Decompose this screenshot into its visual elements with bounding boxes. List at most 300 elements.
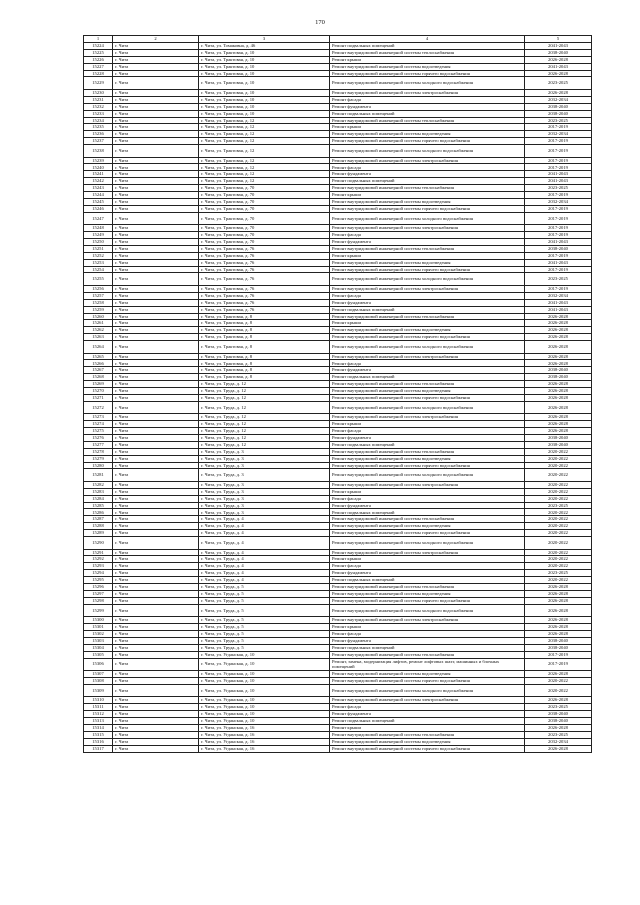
municipality-cell: г. Чита [113,590,199,597]
table-row [84,651,592,658]
period-cell: 2026-2028 [525,320,592,327]
row-number-cell: 15274 [84,421,113,428]
address-cell: г. Чита, ул. Трактовая, д. 12 [199,124,330,131]
table-row [84,637,592,644]
municipality-cell: г. Чита [113,49,199,56]
work-type-cell: Ремонт крыши [330,192,525,199]
address-cell: г. Чита, ул. Угданская, д. 10 [199,678,330,685]
table-row [84,530,592,537]
address-cell: г. Чита, ул. Угданская, д. 10 [199,658,330,671]
row-number-cell: 15296 [84,584,113,591]
table-row [84,313,592,320]
row-number-cell: 15252 [84,252,113,259]
address-cell: г. Чита, ул. Угданская, д. 10 [199,704,330,711]
period-cell: 2041-2043 [525,43,592,50]
address-cell: г. Чита, ул. Трактовая, д. 12 [199,117,330,124]
period-cell: 2020-2022 [525,516,592,523]
municipality-cell: г. Чита [113,70,199,77]
row-number-cell: 15305 [84,651,113,658]
address-cell: г. Чита, ул. Угданская, д. 16 [199,738,330,745]
period-cell: 2026-2028 [525,341,592,354]
work-type-cell: Ремонт внутридомовой инженерной системы теплоснабжения [330,117,525,124]
address-cell: г. Чита, ул. Труда, д. 5 [199,584,330,591]
work-type-cell: Ремонт внутридомовой инженерной системы горячего водоснабжения [330,70,525,77]
municipality-cell: г. Чита [113,259,199,266]
table-row [84,292,592,299]
period-cell: 2020-2022 [525,448,592,455]
row-number-cell: 15303 [84,637,113,644]
row-number-cell: 15242 [84,178,113,185]
address-cell: г. Чита, ул. Трактовая, д. 70 [199,225,330,232]
table-row [84,138,592,145]
municipality-cell: г. Чита [113,523,199,530]
table-row [84,617,592,624]
work-type-cell: Ремонт подвальных помещений [330,644,525,651]
address-cell: г. Чита, ул. Труда, д. 3 [199,448,330,455]
row-number-cell: 15279 [84,455,113,462]
row-number-cell: 15286 [84,509,113,516]
table-row [84,320,592,327]
address-cell: г. Чита, ул. Труда, д. 4 [199,577,330,584]
work-type-cell: Ремонт внутридомовой инженерной системы электроснабжения [330,697,525,704]
period-cell: 2038-2040 [525,245,592,252]
municipality-cell: г. Чита [113,414,199,421]
address-cell: г. Чита, ул. Труда, д. 4 [199,563,330,570]
table-row [84,245,592,252]
work-type-cell: Ремонт внутридомовой инженерной системы электроснабжения [330,481,525,488]
row-number-cell: 15247 [84,212,113,225]
table-row [84,590,592,597]
address-cell: г. Чита, ул. Трактовая, д. 8 [199,374,330,381]
work-type-cell: Ремонт внутридомовой инженерной системы теплоснабжения [330,516,525,523]
address-cell: г. Чита, ул. Трактовая, д. 8 [199,313,330,320]
period-cell: 2032-2034 [525,292,592,299]
address-cell: г. Чита, ул. Трактовая, д. 70 [199,185,330,192]
row-number-cell: 15298 [84,597,113,604]
municipality-cell: г. Чита [113,360,199,367]
municipality-cell: г. Чита [113,644,199,651]
table-row [84,401,592,414]
work-type-cell: Ремонт внутридомовой инженерной системы теплоснабжения [330,448,525,455]
address-cell: г. Чита, ул. Труда, д. 12 [199,414,330,421]
municipality-cell: г. Чита [113,597,199,604]
work-type-cell: Ремонт крыши [330,252,525,259]
work-type-cell: Ремонт внутридомовой инженерной системы холодного водоснабжения [330,604,525,617]
row-number-cell: 15239 [84,157,113,164]
table-row [84,481,592,488]
address-cell: г. Чита, ул. Трактовая, д. 10 [199,110,330,117]
work-type-cell: Ремонт внутридомовой инженерной системы теплоснабжения [330,651,525,658]
work-type-cell: Ремонт фасада [330,704,525,711]
row-number-cell: 15315 [84,731,113,738]
address-cell: г. Чита, ул. Трактовая, д. 12 [199,138,330,145]
work-type-cell: Ремонт фундамента [330,434,525,441]
work-type-cell: Ремонт внутридомовой инженерной системы электроснабжения [330,157,525,164]
address-cell: г. Чита, ул. Трактовая, д. 10 [199,63,330,70]
address-cell: г. Чита, ул. Трактовая, д. 10 [199,89,330,96]
row-number-cell: 15244 [84,192,113,199]
table-row [84,360,592,367]
work-type-cell: Ремонт крыши [330,56,525,63]
table-row [84,70,592,77]
address-cell: г. Чита, ул. Томаковна, д. 46 [199,43,330,50]
row-number-cell: 15294 [84,570,113,577]
address-cell: г. Чита, ул. Трактовая, д. 12 [199,131,330,138]
table-row [84,697,592,704]
row-number-cell: 15234 [84,117,113,124]
work-type-cell: Ремонт внутридомовой инженерной системы холодного водоснабжения [330,341,525,354]
column-header: 5 [525,36,592,43]
municipality-cell: г. Чита [113,103,199,110]
column-header: 4 [330,36,525,43]
table-row [84,374,592,381]
address-cell: г. Чита, ул. Труда, д. 12 [199,428,330,435]
period-cell: 2026-2028 [525,421,592,428]
table-row [84,509,592,516]
row-number-cell: 15243 [84,185,113,192]
period-cell: 2020-2022 [525,577,592,584]
municipality-cell: г. Чита [113,299,199,306]
municipality-cell: г. Чита [113,651,199,658]
row-number-cell: 15259 [84,306,113,313]
work-type-cell: Ремонт подвальных помещений [330,577,525,584]
table-row [84,630,592,637]
table-row [84,299,592,306]
row-number-cell: 15237 [84,138,113,145]
row-number-cell: 15228 [84,70,113,77]
period-cell: 2038-2040 [525,441,592,448]
period-cell: 2026-2028 [525,624,592,631]
work-type-cell: Ремонт внутридомовой инженерной системы холодного водоснабжения [330,77,525,90]
period-cell: 2017-2019 [525,164,592,171]
table-row [84,658,592,671]
address-cell: г. Чита, ул. Трактовая, д. 76 [199,259,330,266]
table-row [84,563,592,570]
period-cell: 2026-2028 [525,56,592,63]
column-header: 2 [113,36,199,43]
work-type-cell: Ремонт внутридомовой инженерной системы теплоснабжения [330,313,525,320]
address-cell: г. Чита, ул. Труда, д. 3 [199,462,330,469]
table-row [84,738,592,745]
period-cell: 2017-2019 [525,651,592,658]
period-cell: 2026-2028 [525,394,592,401]
municipality-cell: г. Чита [113,56,199,63]
row-number-cell: 15275 [84,428,113,435]
address-cell: г. Чита, ул. Угданская, д. 10 [199,671,330,678]
period-cell: 2020-2022 [525,530,592,537]
address-cell: г. Чита, ул. Труда, д. 12 [199,434,330,441]
table-row [84,434,592,441]
table-row [84,306,592,313]
work-type-cell: Ремонт фундамента [330,637,525,644]
table-row [84,523,592,530]
table-row [84,43,592,50]
row-number-cell: 15310 [84,697,113,704]
work-type-cell: Ремонт внутридомовой инженерной системы водоотведения [330,671,525,678]
address-cell: г. Чита, ул. Трактовая, д. 76 [199,299,330,306]
municipality-cell: г. Чита [113,192,199,199]
row-number-cell: 15227 [84,63,113,70]
address-cell: г. Чита, ул. Трактовая, д. 8 [199,341,330,354]
row-number-cell: 15248 [84,225,113,232]
municipality-cell: г. Чита [113,724,199,731]
row-number-cell: 15313 [84,718,113,725]
address-cell: г. Чита, ул. Трактовая, д. 8 [199,334,330,341]
period-cell: 2023-2025 [525,731,592,738]
table-row [84,145,592,158]
period-cell: 2020-2022 [525,684,592,697]
row-number-cell: 15300 [84,617,113,624]
address-cell: г. Чита, ул. Трактовая, д. 70 [199,198,330,205]
period-cell: 2020-2022 [525,481,592,488]
municipality-cell: г. Чита [113,462,199,469]
work-type-cell: Ремонт внутридомовой инженерной системы водоотведения [330,738,525,745]
work-type-cell: Ремонт фасада [330,96,525,103]
row-number-cell: 15306 [84,658,113,671]
work-type-cell: Ремонт подвальных помещений [330,441,525,448]
work-type-cell: Ремонт крыши [330,320,525,327]
municipality-cell: г. Чита [113,374,199,381]
period-cell: 2026-2028 [525,360,592,367]
address-cell: г. Чита, ул. Труда, д. 12 [199,441,330,448]
municipality-cell: г. Чита [113,232,199,239]
address-cell: г. Чита, ул. Труда, д. 3 [199,455,330,462]
row-number-cell: 15240 [84,164,113,171]
work-type-cell: Ремонт внутридомовой инженерной системы холодного водоснабжения [330,273,525,286]
period-cell: 2032-2034 [525,198,592,205]
row-number-cell: 15272 [84,401,113,414]
row-number-cell: 15317 [84,745,113,752]
municipality-cell: г. Чита [113,584,199,591]
address-cell: г. Чита, ул. Трактовая, д. 8 [199,320,330,327]
municipality-cell: г. Чита [113,537,199,550]
row-number-cell: 15311 [84,704,113,711]
work-type-cell: Ремонт внутридомовой инженерной системы теплоснабжения [330,49,525,56]
row-number-cell: 15261 [84,320,113,327]
row-number-cell: 15266 [84,360,113,367]
period-cell: 2023-2025 [525,77,592,90]
table-row [84,644,592,651]
period-cell: 2026-2028 [525,334,592,341]
period-cell: 2017-2019 [525,285,592,292]
table-row [84,502,592,509]
address-cell: г. Чита, ул. Трактовая, д. 76 [199,245,330,252]
work-type-cell: Ремонт, замена, модернизация лифтов, ремонт лифтовых шахт, машинных и блочных помещений [330,658,525,671]
period-cell: 2017-2019 [525,157,592,164]
address-cell: г. Чита, ул. Трактовая, д. 76 [199,266,330,273]
address-cell: г. Чита, ул. Труда, д. 4 [199,570,330,577]
row-number-cell: 15260 [84,313,113,320]
address-cell: г. Чита, ул. Труда, д. 5 [199,630,330,637]
row-number-cell: 15283 [84,488,113,495]
municipality-cell: г. Чита [113,327,199,334]
period-cell: 2026-2028 [525,428,592,435]
table-row [84,624,592,631]
table-row [84,469,592,482]
period-cell: 2017-2019 [525,252,592,259]
address-cell: г. Чита, ул. Угданская, д. 16 [199,745,330,752]
period-cell: 2020-2022 [525,488,592,495]
municipality-cell: г. Чита [113,164,199,171]
work-type-cell: Ремонт фасада [330,232,525,239]
municipality-cell: г. Чита [113,421,199,428]
period-cell: 2026-2028 [525,414,592,421]
period-cell: 2023-2025 [525,185,592,192]
row-number-cell: 15302 [84,630,113,637]
municipality-cell: г. Чита [113,285,199,292]
period-cell: 2038-2040 [525,644,592,651]
address-cell: г. Чита, ул. Труда, д. 4 [199,516,330,523]
table-row [84,394,592,401]
work-type-cell: Ремонт внутридомовой инженерной системы горячего водоснабжения [330,394,525,401]
address-cell: г. Чита, ул. Труда, д. 12 [199,394,330,401]
municipality-cell: г. Чита [113,509,199,516]
work-type-cell: Ремонт внутридомовой инженерной системы теплоснабжения [330,245,525,252]
table-row [84,428,592,435]
row-number-cell: 15253 [84,259,113,266]
row-number-cell: 15256 [84,285,113,292]
address-cell: г. Чита, ул. Трактовая, д. 10 [199,70,330,77]
table-row [84,448,592,455]
table-row [84,117,592,124]
row-number-cell: 15308 [84,678,113,685]
municipality-cell: г. Чита [113,185,199,192]
table-row [84,353,592,360]
row-number-cell: 15241 [84,171,113,178]
period-cell: 2026-2028 [525,584,592,591]
address-cell: г. Чита, ул. Труда, д. 4 [199,556,330,563]
table-row [84,495,592,502]
work-type-cell: Ремонт крыши [330,624,525,631]
work-type-cell: Ремонт подвальных помещений [330,509,525,516]
period-cell: 2023-2025 [525,704,592,711]
municipality-cell: г. Чита [113,292,199,299]
work-type-cell: Ремонт подвальных помещений [330,306,525,313]
period-cell: 2017-2019 [525,266,592,273]
table-row [84,745,592,752]
address-cell: г. Чита, ул. Труда, д. 12 [199,401,330,414]
table-row [84,414,592,421]
period-cell: 2026-2028 [525,745,592,752]
work-type-cell: Ремонт подвальных помещений [330,718,525,725]
municipality-cell: г. Чита [113,238,199,245]
table-row [84,388,592,395]
address-cell: г. Чита, ул. Угданская, д. 16 [199,724,330,731]
work-type-cell: Ремонт фундамента [330,238,525,245]
period-cell: 2026-2028 [525,630,592,637]
work-type-cell: Ремонт внутридомовой инженерной системы водоотведения [330,259,525,266]
period-cell: 2026-2028 [525,401,592,414]
period-cell: 2020-2022 [525,462,592,469]
address-cell: г. Чита, ул. Труда, д. 4 [199,530,330,537]
table-row [84,285,592,292]
table-row [84,367,592,374]
table-row [84,671,592,678]
address-cell: г. Чита, ул. Трактовая, д. 70 [199,238,330,245]
table-row [84,684,592,697]
row-number-cell: 15312 [84,711,113,718]
municipality-cell: г. Чита [113,313,199,320]
table-row [84,704,592,711]
table-row [84,63,592,70]
work-type-cell: Ремонт фундамента [330,299,525,306]
period-cell: 2038-2040 [525,718,592,725]
row-number-cell: 15299 [84,604,113,617]
municipality-cell: г. Чита [113,658,199,671]
work-type-cell: Ремонт фасада [330,630,525,637]
period-cell: 2032-2034 [525,738,592,745]
municipality-cell: г. Чита [113,516,199,523]
period-cell: 2026-2028 [525,590,592,597]
address-cell: г. Чита, ул. Трактовая, д. 10 [199,96,330,103]
period-cell: 2041-2043 [525,171,592,178]
period-cell: 2038-2040 [525,49,592,56]
row-number-cell: 15229 [84,77,113,90]
period-cell: 2023-2025 [525,502,592,509]
column-header: 1 [84,36,113,43]
municipality-cell: г. Чита [113,624,199,631]
work-type-cell: Ремонт подвальных помещений [330,43,525,50]
address-cell: г. Чита, ул. Труда, д. 5 [199,624,330,631]
municipality-cell: г. Чита [113,481,199,488]
row-number-cell: 15262 [84,327,113,334]
period-cell: 2032-2034 [525,96,592,103]
table-row [84,225,592,232]
row-number-cell: 15232 [84,103,113,110]
municipality-cell: г. Чита [113,145,199,158]
municipality-cell: г. Чита [113,448,199,455]
work-type-cell: Ремонт внутридомовой инженерной системы водоотведения [330,131,525,138]
table-row [84,570,592,577]
table-row [84,205,592,212]
table-row [84,516,592,523]
table-row [84,488,592,495]
municipality-cell: г. Чита [113,245,199,252]
municipality-cell: г. Чита [113,495,199,502]
table-row [84,259,592,266]
address-cell: г. Чита, ул. Труда, д. 5 [199,597,330,604]
municipality-cell: г. Чита [113,178,199,185]
municipality-cell: г. Чита [113,455,199,462]
work-type-cell: Ремонт крыши [330,556,525,563]
period-cell: 2020-2022 [525,523,592,530]
address-cell: г. Чита, ул. Трактовая, д. 76 [199,285,330,292]
period-cell: 2026-2028 [525,617,592,624]
row-number-cell: 15280 [84,462,113,469]
row-number-cell: 15273 [84,414,113,421]
period-cell: 2023-2025 [525,117,592,124]
period-cell: 2026-2028 [525,388,592,395]
municipality-cell: г. Чита [113,252,199,259]
table-row [84,334,592,341]
address-cell: г. Чита, ул. Труда, д. 3 [199,502,330,509]
address-cell: г. Чита, ул. Труда, д. 3 [199,488,330,495]
row-number-cell: 15316 [84,738,113,745]
work-type-cell: Ремонт крыши [330,124,525,131]
work-type-cell: Ремонт внутридомовой инженерной системы холодного водоснабжения [330,145,525,158]
table-row [84,185,592,192]
table-row [84,718,592,725]
period-cell: 2038-2040 [525,637,592,644]
municipality-cell: г. Чита [113,138,199,145]
column-header: 3 [199,36,330,43]
work-type-cell: Ремонт внутридомовой инженерной системы горячего водоснабжения [330,745,525,752]
municipality-cell: г. Чита [113,367,199,374]
municipality-cell: г. Чита [113,530,199,537]
row-number-cell: 15287 [84,516,113,523]
table-row [84,604,592,617]
address-cell: г. Чита, ул. Труда, д. 4 [199,523,330,530]
